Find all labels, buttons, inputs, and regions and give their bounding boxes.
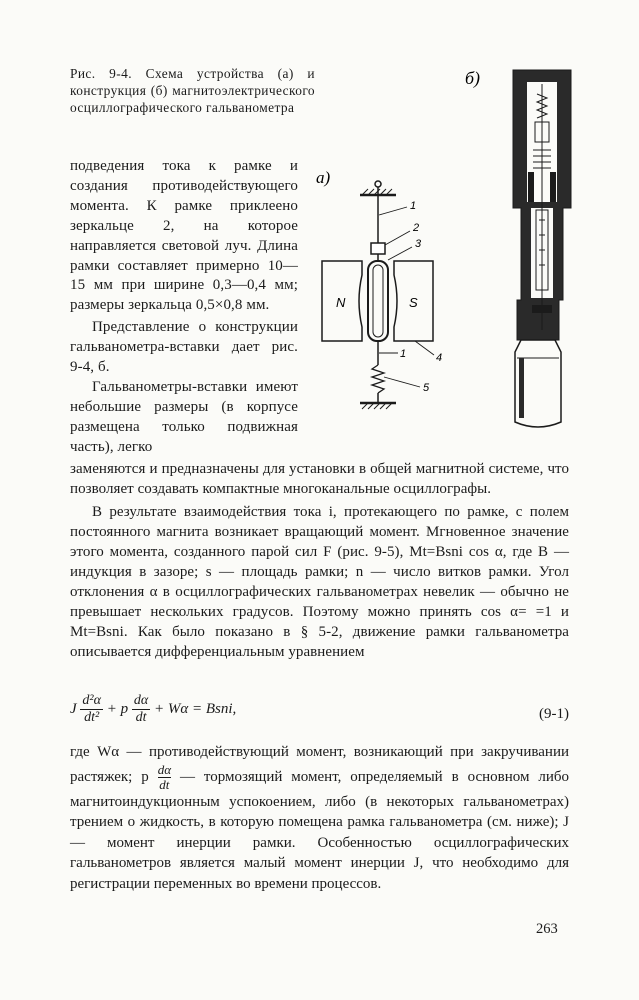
tail-inline-fraction [158,763,171,792]
callout-5: 5 [423,382,430,394]
callout-1-top: 1 [410,200,417,212]
paragraph: В результате взаимодействия тока i, протекающего по рамке, с полем постоянного магнита возникает вращающий момент. Мгновенное значение этого момента, созданного парой сил F (рис. 9-5), Mt=Bsni cos α, где B — индукция в зазоре; s — площадь рамки; n — число витков рамки. Угол отклонения α в осциллографических гальванометрах невелик — обычно не превышает нескольких градусов. Поэтому можно принять cos α= =1 и Mt=Bsni. Как было показано в § 5-2, движение рамки гальванометра описывается дифференциальным уравнением [70,504,569,660]
eq-frac1-num: d²α [82,693,101,708]
column-text [70,157,298,458]
page-number: 263 [536,921,558,937]
figure-b-construction [455,60,585,430]
callout-2: 2 [413,222,420,234]
tail-part1: где Wα — противодействующий момент, возникающий при закручивании растяжек; p [70,744,569,785]
figure-a-label: а) [316,168,331,187]
tail-text [70,742,569,894]
eq-plus-p: + p [106,700,129,717]
tail-part2: — тормозящий момент, определяемый в основном либо магнитоиндукционным успокоением, либо (в некоторых гальванометрах) трением о жидкость, в которую помещена рамка гальванометра (см. ниже); J — момент инерции рамки. Особенностью осциллографических гальванометров является малый момент инерции J, что необходимо для регистрации переменных во времени процессов. [70,768,570,892]
figure-b-label: б) [465,68,481,88]
figure-caption: Рис. 9-4. Схема устройства (а) и конструкция (б) магнитоэлектрического осциллографического гальванометра [70,66,315,115]
tail-frac-den: dt [159,776,170,792]
equation-number: (9-1) [539,706,569,722]
eq-rest: + Wα = Bsni, [153,700,237,717]
callout-3: 3 [415,238,422,250]
main-text [70,459,569,662]
eq-j: J [70,700,77,717]
eq-frac-first-derivative [132,693,150,726]
paragraph: подведения тока к рамке и создания противодействующего момента. К рамке приклеено зеркальце 2, на которое направляется световой луч. Длина рамки составляет примерно 10—15 мм при ширине 0,3—0,4 мм; размеры зеркальца 0,5×0,8 мм. [70,158,298,314]
magnet-n-label: N [336,295,346,310]
callout-4: 4 [436,352,443,364]
callout-1-bottom: 1 [400,348,407,360]
eq-frac1-den: dt² [84,710,100,725]
eq-frac2-num: dα [133,693,149,708]
equation-9-1 [70,693,569,735]
paragraph: заменяются и предназначены для установки в общей магнитной системе, что позволяет создавать компактные многоканальные осциллографы. [70,461,569,497]
tail-frac-num: dα [157,761,172,777]
eq-frac2-den: dt [135,710,147,725]
eq-frac-second-derivative [80,693,103,726]
magnet-s-label: S [409,295,418,310]
figure-a-schematic [312,165,452,430]
paragraph [70,742,569,894]
paragraph: Представление о конструкции гальванометра-вставки дает рис. 9-4, б. [70,319,298,376]
paragraph: Гальванометры-вставки имеют небольшие размеры (в корпусе размещена только подвижная часть), легко [70,378,298,455]
